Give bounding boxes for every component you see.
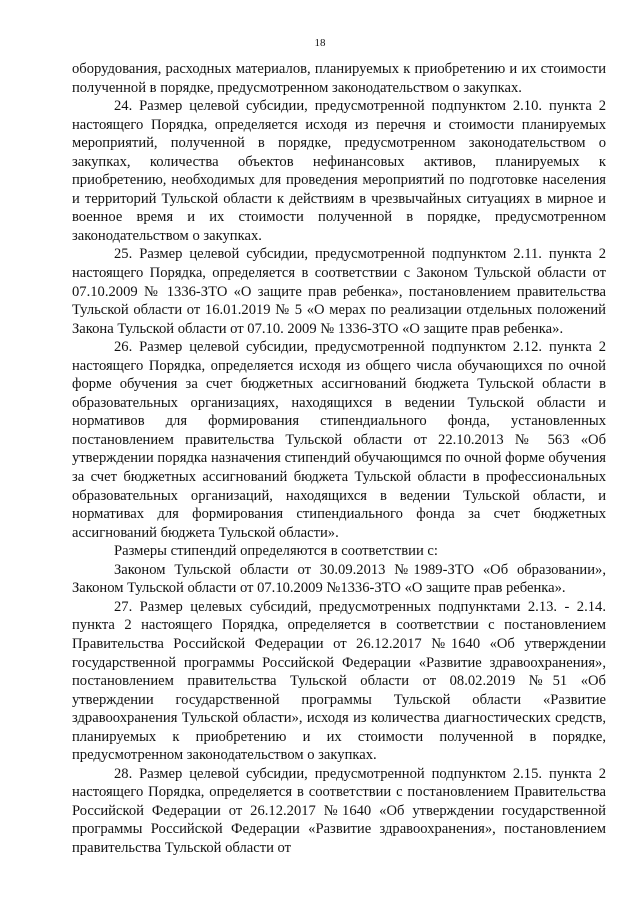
paragraph-28: 28. Размер целевой субсидии, предусмотренной подпунктом 2.15. пункта 2 настоящего Порядка, определяется в соответствии с постановлением Правительства Российской Федерации от 26.12.2017 №1640 «Об утверждении государственной программы Российской Федерации «Развитие здравоохранения», постановлением правительства Тульской области от bbox=[72, 765, 606, 856]
paragraph-stipends: Размеры стипендий определяются в соответствии с: bbox=[114, 543, 438, 560]
paragraph-27: 27. Размер целевых субсидий, предусмотренных подпунктами 2.13. - 2.14. пункта 2 настоящего Порядка, определяется в соответствии с постановлением Правительства Российской Федерации от 26.12.2017 №1640 «Об утверждении государственной программы Российской Федерации «Развитие здравоохранения», постановлением правительства Тульской области от 08.02.2019 №51 «Об утверждении государственной программы Тульской области «Развитие здравоохранения Тульской области», исходя из количества диагностических средств, планируемых к приобретению и их стоимости полученной в порядке, предусмотренном законодательством о закупках. bbox=[72, 598, 606, 764]
paragraph-laws: Законом Тульской области от 30.09.2013 №1989-ЗТО «Об образовании», Законом Тульской области от 07.10.2009 №1336-ЗТО «О защите прав ребенка». bbox=[72, 561, 606, 597]
page-number: 18 bbox=[314, 37, 326, 49]
paragraph-continuation: оборудования, расходных материалов, планируемых к приобретению и их стоимости полученной в порядке, предусмотренном законодательством о закупках. bbox=[72, 61, 606, 96]
paragraph-25: 25. Размер целевой субсидии, предусмотренной подпунктом 2.11. пункта 2 настоящего Порядка, определяется в соответствии с Законом Тульской области от 07.10.2009 № 1336-ЗТО «О защите прав ребенка», постановлением правительства Тульской области от 16.01.2019 № 5 «О мерах по реализации отдельных положений Закона Тульской области от 07.10. 2009 № 1336-ЗТО «О защите прав ребенка». bbox=[72, 246, 606, 337]
paragraph-24: 24. Размер целевой субсидии, предусмотренной подпунктом 2.10. пункта 2 настоящего Порядка, определяется исходя из перечня и стоимости планируемых мероприятий, полученной в порядке, предусмотренном законодательством о закупках, количества объектов нефинансовых активов, планируемых к приобретению, необходимых для проведения мероприятий по подготовке населения и территорий Тульской области к действиям в чрезвычайных ситуациях в мирное и военное время и их стоимости полученной в порядке, предусмотренном законодательством о закупках. bbox=[72, 98, 606, 244]
paragraph-26: 26. Размер целевой субсидии, предусмотренной подпунктом 2.12. пункта 2 настоящего Порядка, определяется исходя из общего числа обучающихся по очной форме обучения за счет бюджетных ассигнований бюджета Тульской области в образовательных организациях, находящихся в ведении Тульской области и нормативов для формирования стипендиального фонда, установленных постановлением правительства Тульской области от 22.10.2013 № 563 «Об утверждении порядка назначения стипендий обучающимся по очной форме обучения за счет бюджетных ассигнований бюджета Тульской области в профессиональных образовательных организаций, находящихся в ведении Тульской области, и нормативах для формирования стипендиального фонда за счет бюджетных ассигнований бюджета Тульской области». bbox=[72, 339, 606, 541]
document-body bbox=[72, 60, 606, 858]
